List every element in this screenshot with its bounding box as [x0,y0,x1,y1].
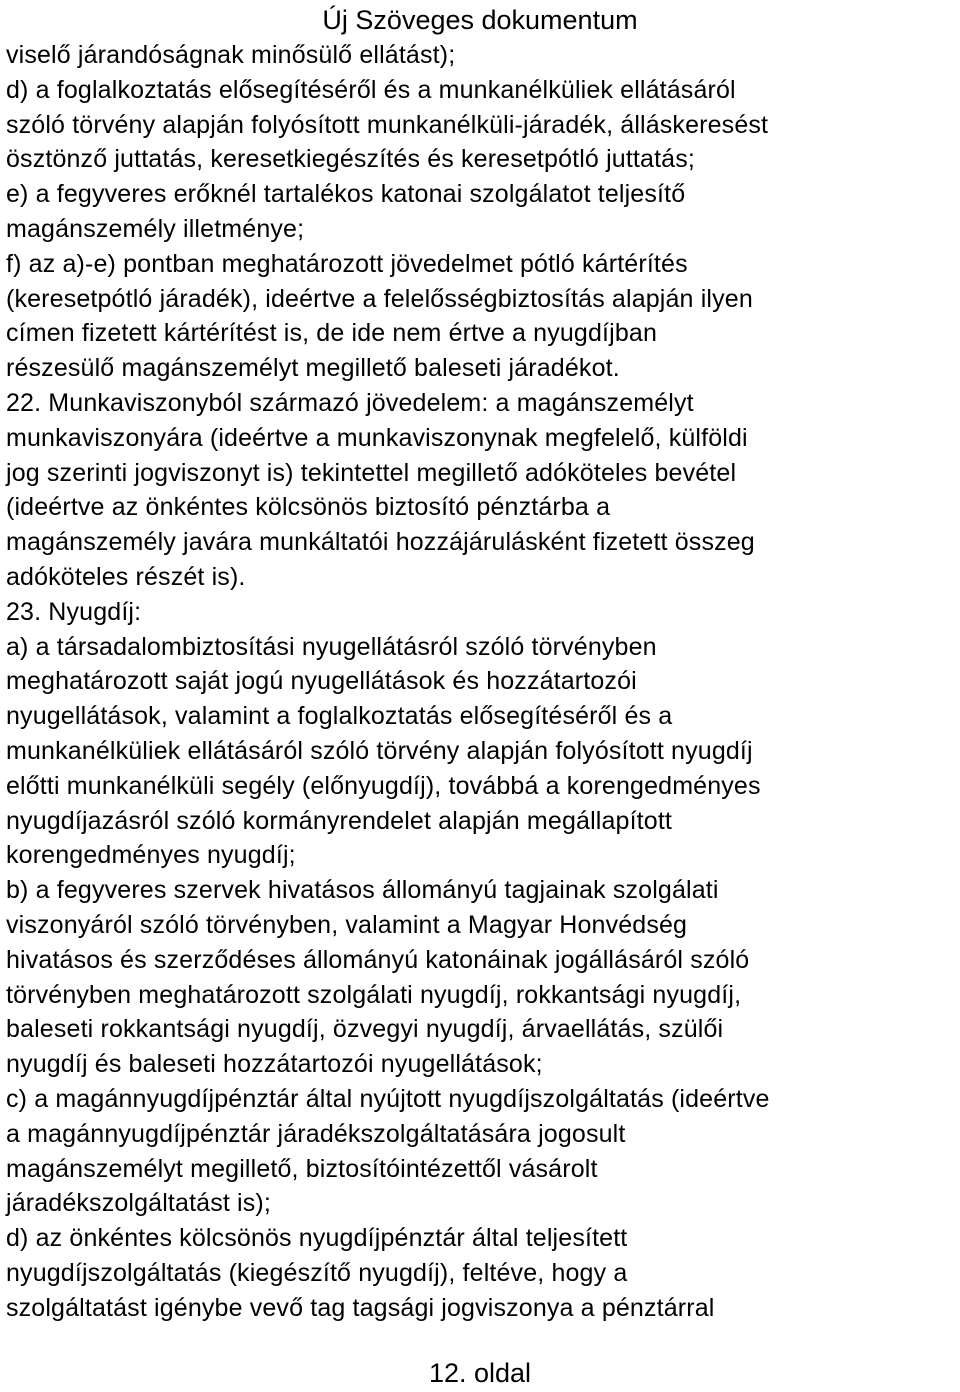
text-line: e) a fegyveres erőknél tartalékos katonai szolgálatot teljesítő [6,180,686,209]
text-line: hivatásos és szerződéses állományú katonáinak jogállásáról szóló [6,945,750,974]
text-line: viszonyáról szóló törvényben, valamint a Magyar Honvédség [6,910,688,939]
text-line: ösztönző juttatás, keresetkiegészítés és keresetpótló juttatás; [6,145,695,174]
document-title: Új Szöveges dokumentum [322,5,638,35]
text-line: (ideértve az önkéntes kölcsönös biztosító pénztárba a [6,493,611,522]
text-line: a) a társadalombiztosítási nyugellátásról szóló törvényben [6,632,657,661]
text-line: meghatározott saját jogú nyugellátások és hozzátartozói [6,667,637,696]
text-line: c) a magánnyugdíjpénztár által nyújtott nyugdíjszolgáltatás (ideértve [6,1084,770,1113]
text-line: részesülő magánszemélyt megillető baleseti járadékot. [6,354,620,383]
text-line: magánszemélyt megillető, biztosítóintézettől vásárolt [6,1154,598,1183]
text-line: nyugdíj és baleseti hozzátartozói nyugellátások; [6,1050,543,1079]
text-line: b) a fegyveres szervek hivatásos állományú tagjainak szolgálati [6,876,719,905]
text-line: munkanélküliek ellátásáról szóló törvény alapján folyósított nyugdíj [6,736,753,765]
text-line: d) az önkéntes kölcsönös nyugdíjpénztár által teljesített [6,1224,628,1253]
text-line: nyugdíjazásról szóló kormányrendelet alapján megállapított [6,806,673,835]
text-line: címen fizetett kártérítést is, de ide nem értve a nyugdíjban [6,319,657,348]
text-line: törvényben meghatározott szolgálati nyugdíj, rokkantsági nyugdíj, [6,980,742,1009]
text-line: 22. Munkaviszonyból származó jövedelem: a magánszemélyt [6,388,694,417]
text-line: magánszemély illetménye; [6,214,305,243]
text-line: járadékszolgáltatást is); [6,1189,271,1218]
text-line: szolgáltatást igénybe vevő tag tagsági jogviszonya a pénztárral [6,1293,715,1322]
text-line: korengedményes nyugdíj; [6,841,296,870]
text-line: előtti munkanélküli segély (előnyugdíj), továbbá a korengedményes [6,771,761,800]
page-number: 12. oldal [428,1358,532,1388]
text-line: a magánnyugdíjpénztár járadékszolgáltatására jogosult [6,1119,626,1148]
text-line: d) a foglalkoztatás elősegítéséről és a munkanélküliek ellátásáról [6,75,736,104]
document-body [6,38,958,1325]
text-line: magánszemély javára munkáltatói hozzájárulásként fizetett összeg [6,528,755,557]
text-line: szóló törvény alapján folyósított munkanélküli-járadék, álláskeresést [6,110,769,139]
text-line: baleseti rokkantsági nyugdíj, özvegyi nyugdíj, árvaellátás, szülői [6,1015,724,1044]
text-line: munkaviszonyára (ideértve a munkaviszonynak megfelelő, külföldi [6,423,748,452]
text-line: jog szerinti jogviszonyt is) tekintettel megillető adóköteles bevétel [6,458,737,487]
text-line: viselő járandóságnak minősülő ellátást); [6,41,456,69]
text-line: nyugellátások, valamint a foglalkoztatás elősegítéséről és a [6,702,673,731]
text-line: nyugdíjszolgáltatás (kiegészítő nyugdíj), feltéve, hogy a [6,1258,628,1287]
text-line: adóköteles részét is). [6,562,246,591]
text-line: 23. Nyugdíj: [6,597,142,626]
text-line: f) az a)-e) pontban meghatározott jövedelmet pótló kártérítés [6,249,688,278]
text-line: (keresetpótló járadék), ideértve a felelősségbiztosítás alapján ilyen [6,284,753,313]
